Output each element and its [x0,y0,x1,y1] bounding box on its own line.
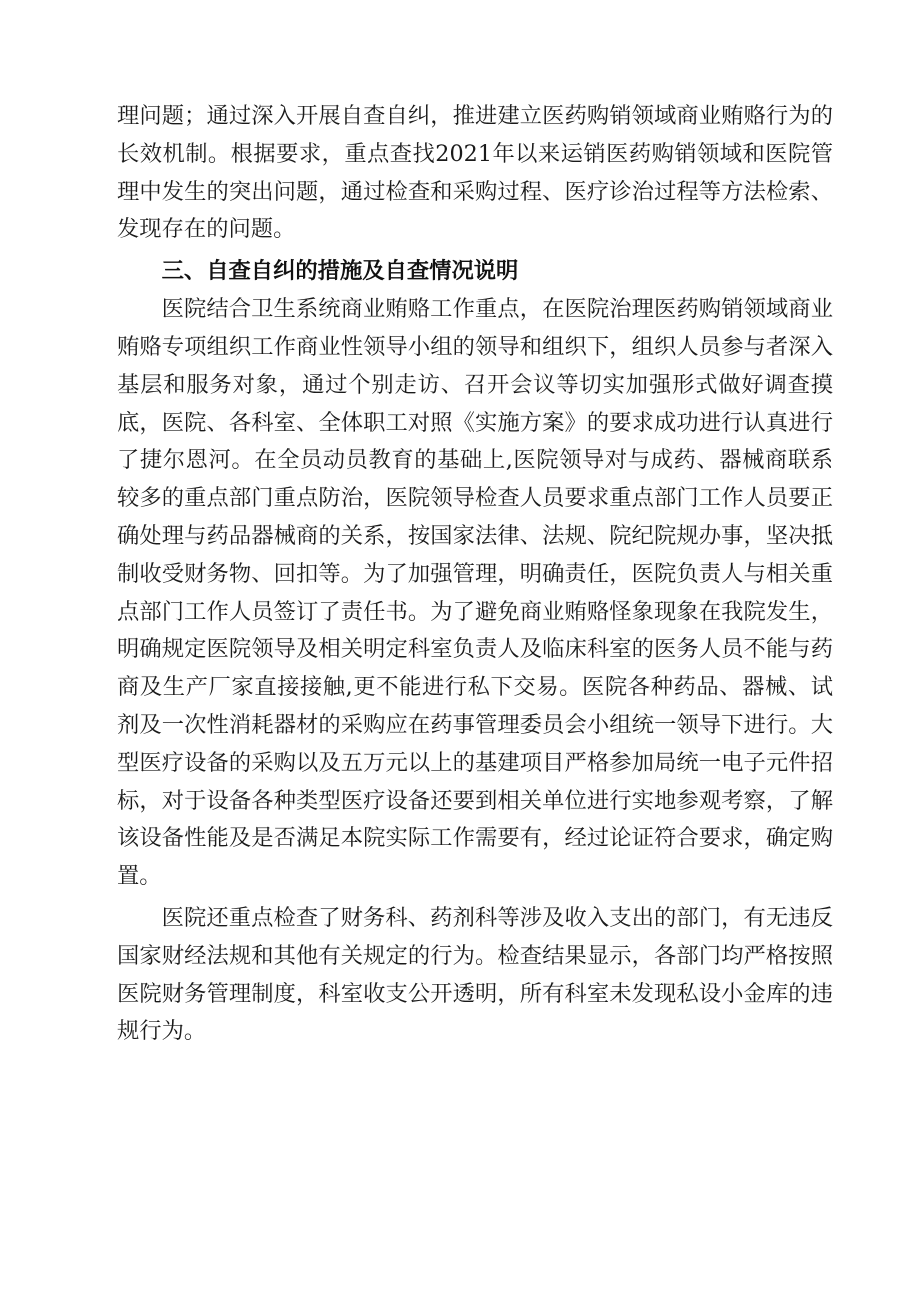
section-heading: 三、自查自纠的措施及自查情况说明 [161,258,519,285]
body-paragraph-continuation: 理问题；通过深入开展自查自纠，推进建立医药购销领域商业贿赂行为的长效机制。根据要求，重点查找2021年以来运销医药购销领域和医院管理中发生的突出问题，通过检查和采购过程、医疗诊治过程等方法检索、发现存在的问题。 [117,103,833,243]
document-body [117,98,833,1051]
body-paragraph-finance-check: 医院还重点检查了财务科、药剂科等涉及收入支出的部门，有无违反国家财经法规和其他有关规定的行为。检查结果显示，各部门均严格按照医院财务管理制度，科室收支公开透明，所有科室未发现私设小金库的违规行为。 [117,904,833,1045]
body-paragraph-measures: 医院结合卫生系统商业贿赂工作重点，在医院治理医药购销领域商业贿赂专项组织工作商业性领导小组的领导和组织下，组织人员参与者深入基层和服务对象，通过个别走访、召开会议等切实加强形式做好调查摸底，医院、各科室、全体职工对照《实施方案》的要求成功进行认真进行了捷尔恩河。在全员动员教育的基础上,医院领导对与成药、器械商联系较多的重点部门重点防治，医院领导检查人员要求重点部门工作人员要正确处理与药品器械商的关系，按国家法律、法规、院纪院规办事，坚决抵制收受财务物、回扣等。为了加强管理，明确责任，医院负责人与相关重点部门工作人员签订了责任书。为了避免商业贿赂怪象现象在我院发生，明确规定医院领导及相关明定科室负责人及临床科室的医务人员不能与药商及生产厂家直接接触,更不能进行私下交易。医院各种药品、器械、试剂及一次性消耗器材的采购应在药事管理委员会小组统一领导下进行。大型医疗设备的采购以及五万元以上的基建项目严格参加局统一电子元件招标，对于设备各种类型医疗设备还要到相关单位进行实地参观考察，了解该设备性能及是否满足本院实际工作需要有，经过论证符合要求，确定购置。 [117,296,833,890]
